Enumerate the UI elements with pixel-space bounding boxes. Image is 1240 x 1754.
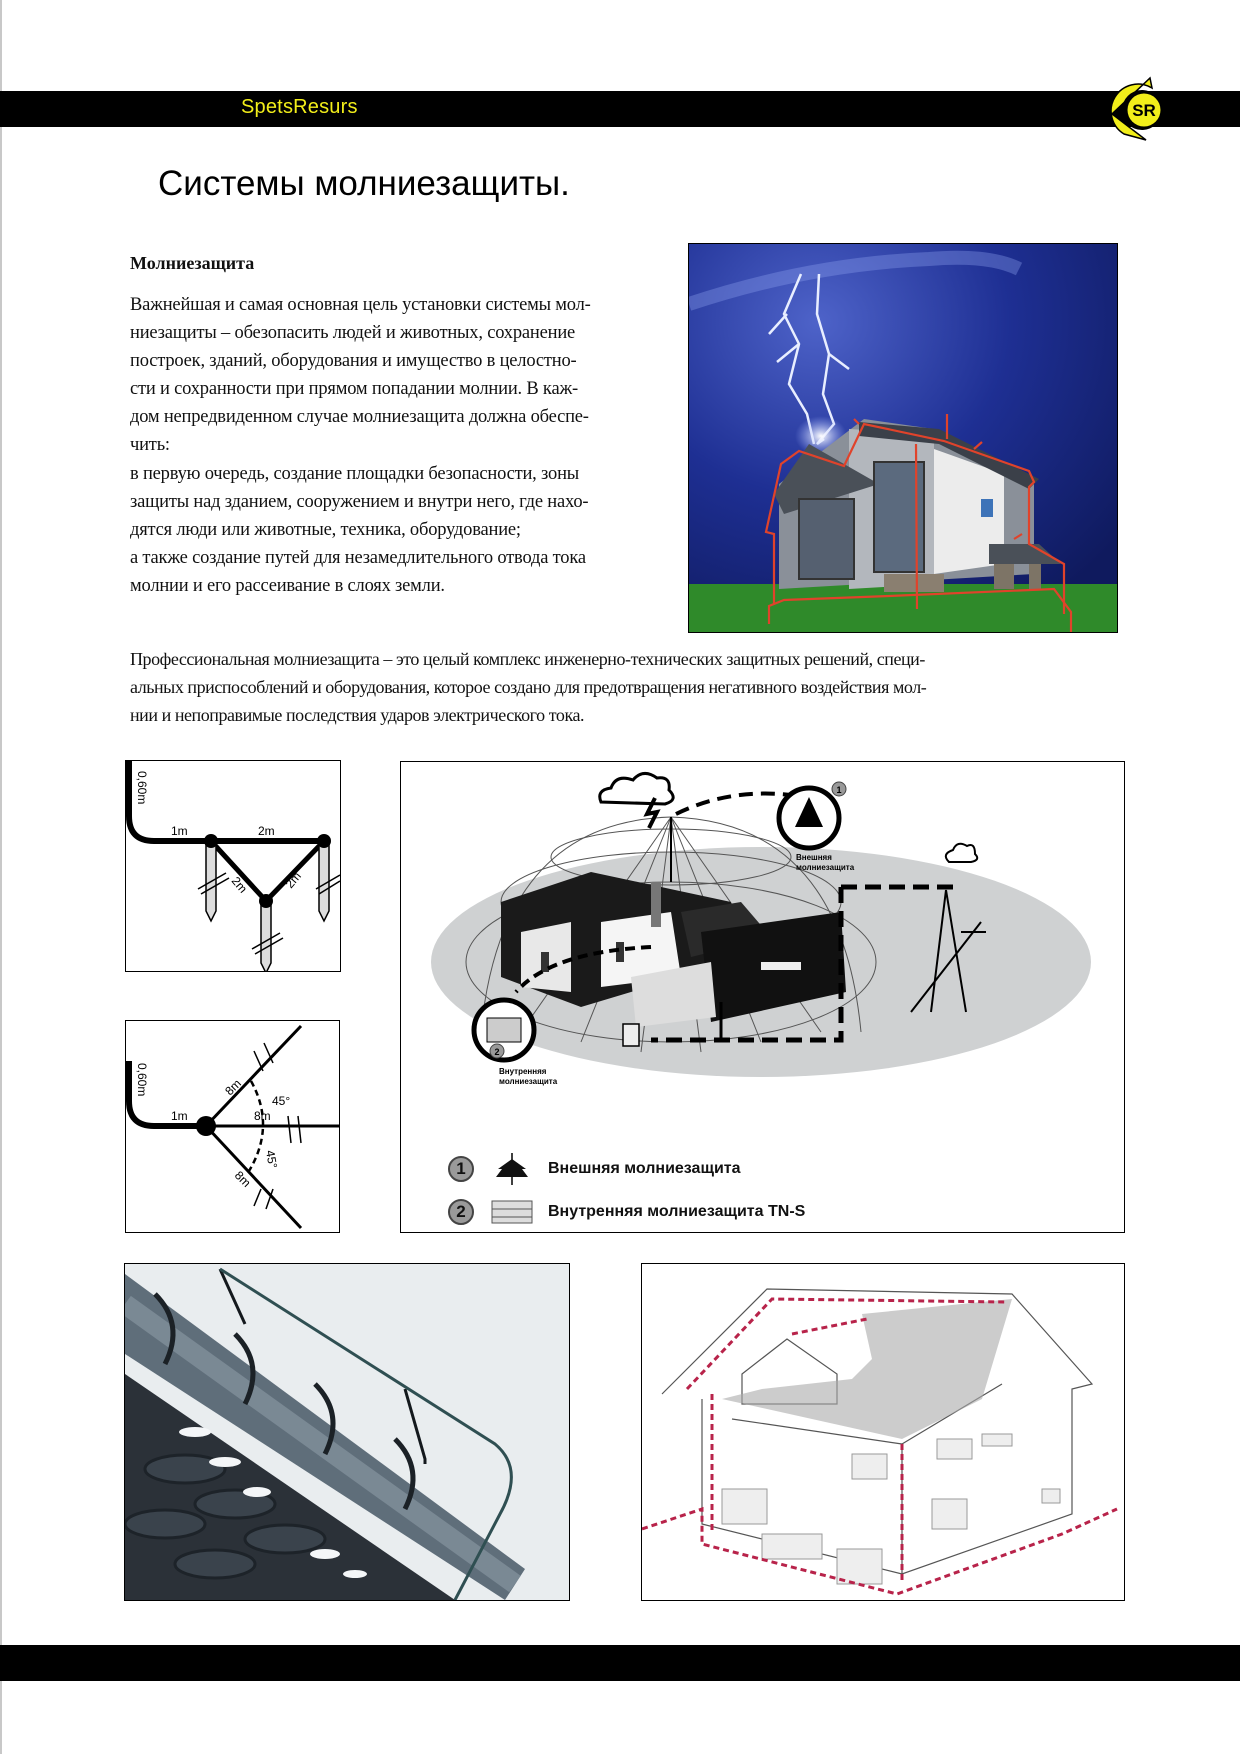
lightning-rod-icon [492, 1153, 532, 1185]
callout1-label-line1: Внешняя [796, 853, 832, 862]
section-heading: Молниезащита [130, 253, 255, 273]
conductor-line [129, 761, 324, 841]
intro-paragraph: Профессиональная молниезащита – это целый комплекс инженерно-технических защитных решений, специ- альных приспособлений и оборудования, которое создано для предотвращения негативного воздействия мол- нии и непоправимые последствия ударов электрического тока. [130, 649, 927, 725]
callout2-label-line1: Внутренняя [499, 1067, 547, 1076]
legend-item-internal [448, 1197, 805, 1227]
lower-length-label: 8m [231, 1168, 254, 1190]
sr-logo-icon [1100, 74, 1170, 144]
lead-length-label: 1m [171, 1109, 188, 1123]
house-cutaway-diagram [641, 1263, 1125, 1601]
footer-bar [0, 1645, 1240, 1681]
right-side-label: 2m [282, 869, 305, 891]
earthing-triangle-diagram [125, 760, 341, 972]
lower-angle-label: 45° [263, 1149, 280, 1170]
legend-item-external [448, 1153, 741, 1185]
page-title: Системы молниезащиты. [158, 164, 570, 203]
header-bar [0, 91, 1240, 127]
depth-label: 0,60m [135, 771, 149, 805]
storm-cloud-icon [600, 773, 673, 828]
left-side-label: 2m [228, 873, 251, 896]
surge-protector-icon [490, 1197, 534, 1227]
surge-protector-icon [487, 1018, 521, 1042]
roof-tiles [722, 1299, 1012, 1439]
lightning-house-photo [688, 243, 1118, 633]
roof-conductor-photo [124, 1263, 570, 1601]
callout1-label-line2: молниезащита [796, 863, 855, 872]
lead-length-label: 1m [171, 824, 188, 838]
middle-length-label: 8m [254, 1109, 271, 1123]
legend-label: Внутренняя молниезащита TN-S [548, 1203, 806, 1220]
legend-badge: 2 [448, 1199, 474, 1225]
callout2-label-line2: молниезащита [499, 1077, 558, 1086]
upper-length-label: 8m [222, 1076, 244, 1099]
callout1-number: 1 [836, 785, 842, 795]
legend-label: Внешняя молниезащита [548, 1160, 741, 1177]
callout2-number: 2 [494, 1047, 500, 1057]
top-span-label: 2m [258, 824, 275, 838]
brand-name: SpetsResurs [241, 96, 358, 118]
section-paragraph: Важнейшая и самая основная цель установки системы мол- ниезащиты – обезопасить людей и животных, сохранение построек, зданий, оборудования и имущество в целостно- сти и сохранности при прямом попадании молнии. В каж- дом непредвиденном случае молниезащита должна обеспе- чить: в первую очередь, создание площадки безопасности, зоны защиты над зданием, сооружением и внутри него, где нахо- дятся люди или животные, техника, оборудование; а также создание путей для незамедлительного отвода тока молнии и его рассеивание в слоях земли. [130, 295, 591, 596]
meter-box [623, 1024, 639, 1046]
depth-label: 0,60m [135, 1063, 149, 1097]
earthing-fan-diagram [125, 1020, 340, 1233]
page-edge-rule [0, 0, 2, 1754]
legend-badge: 1 [448, 1156, 474, 1182]
logo-text: SR [1132, 101, 1156, 120]
upper-angle-label: 45° [272, 1094, 291, 1108]
